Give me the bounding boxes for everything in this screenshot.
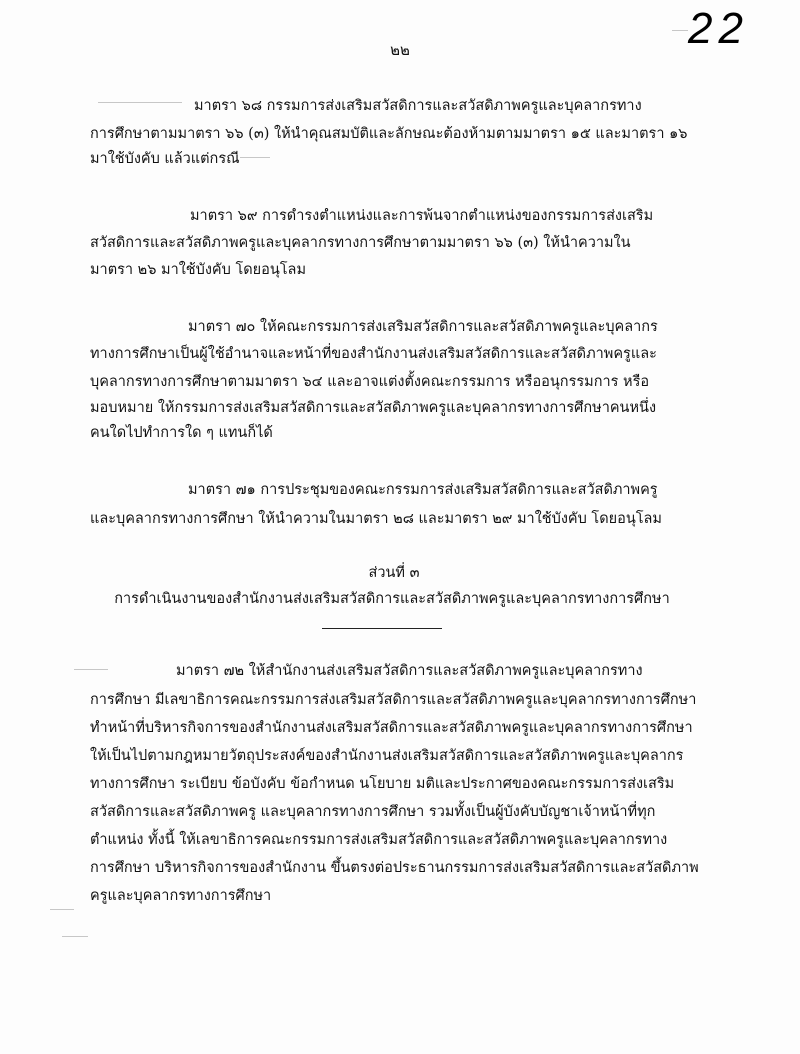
paragraph-line: มาใช้บังคับ แล้วแต่กรณี bbox=[90, 151, 240, 167]
paragraph-line: มาตรา ๖๘ กรรมการส่งเสริมสวัสดิการและสวัสดิภาพครูและบุคลากรทาง bbox=[194, 98, 642, 114]
paragraph-line: ตำแหน่ง ทั้งนี้ ให้เลขาธิการคณะกรรมการส่งเสริมสวัสดิการและสวัสดิภาพครูและบุคลากรทาง bbox=[90, 832, 668, 848]
section-divider bbox=[322, 628, 442, 629]
scan-noise bbox=[672, 30, 688, 31]
page-number: ๒๒ bbox=[390, 41, 410, 59]
paragraph-line: มาตรา ๖๙ การดำรงตำแหน่งและการพ้นจากตำแหน่งของกรรมการส่งเสริม bbox=[190, 208, 654, 224]
paragraph-line: การศึกษา บริหารกิจการของสำนักงาน ขึ้นตรงต่อประธานกรรมการส่งเสริมสวัสดิการและสวัสดิภาพ bbox=[90, 860, 699, 876]
paragraph-line: การศึกษาตามมาตรา ๖๖ (๓) ให้นำคุณสมบัติและลักษณะต้องห้ามตามมาตรา ๑๕ และมาตรา ๑๖ bbox=[90, 126, 688, 142]
paragraph-line: ทางการศึกษา ระเบียบ ข้อบังคับ ข้อกำหนด นโยบาย มติและประกาศของคณะกรรมการส่งเสริม bbox=[90, 776, 675, 792]
handwritten-page-number: 22 bbox=[688, 4, 749, 53]
paragraph-line: คนใดไปทำการใด ๆ แทนก็ได้ bbox=[90, 425, 273, 441]
scan-noise bbox=[50, 909, 74, 910]
paragraph-line: มาตรา ๗๒ ให้สำนักงานส่งเสริมสวัสดิการและสวัสดิภาพครูและบุคลากรทาง bbox=[176, 663, 643, 679]
paragraph-line: มาตรา ๗๑ การประชุมของคณะกรรมการส่งเสริมสวัสดิการและสวัสดิภาพครู bbox=[188, 482, 658, 498]
scan-noise bbox=[98, 102, 182, 103]
paragraph-line: สวัสดิการและสวัสดิภาพครูและบุคลากรทางการศึกษาตามมาตรา ๖๖ (๓) ให้นำความใน bbox=[90, 235, 631, 251]
scan-noise bbox=[62, 936, 88, 937]
paragraph-line: ทำหน้าที่บริหารกิจการของสำนักงานส่งเสริมสวัสดิการและสวัสดิภาพครูและบุคลากรทางการศึกษา bbox=[90, 720, 693, 736]
scan-noise bbox=[240, 157, 270, 158]
part-heading: ส่วนที่ ๓ bbox=[368, 565, 420, 581]
paragraph-line: และบุคลากรทางการศึกษา ให้นำความในมาตรา ๒๘ และมาตรา ๒๙ มาใช้บังคับ โดยอนุโลม bbox=[90, 511, 662, 527]
paragraph-line: มาตรา ๗๐ ให้คณะกรรมการส่งเสริมสวัสดิการและสวัสดิภาพครูและบุคลากร bbox=[188, 319, 658, 335]
paragraph-line: สวัสดิการและสวัสดิภาพครู และบุคลากรทางการศึกษา รวมทั้งเป็นผู้บังคับบัญชาเจ้าหน้าที่ทุก bbox=[90, 804, 656, 820]
part-title: การดำเนินงานของสำนักงานส่งเสริมสวัสดิการและสวัสดิภาพครูและบุคลากรทางการศึกษา bbox=[114, 591, 670, 607]
paragraph-line: ให้เป็นไปตามกฎหมายวัตถุประสงค์ของสำนักงานส่งเสริมสวัสดิการและสวัสดิภาพครูและบุคลากร bbox=[90, 748, 684, 764]
paragraph-line: มอบหมาย ให้กรรมการส่งเสริมสวัสดิการและสวัสดิภาพครูและบุคลากรทางการศึกษาคนหนึ่ง bbox=[90, 400, 657, 416]
paragraph-line: บุคลากรทางการศึกษาตามมาตรา ๖๔ และอาจแต่งตั้งคณะกรรมการ หรืออนุกรรมการ หรือ bbox=[90, 374, 650, 390]
paragraph-line: ทางการศึกษาเป็นผู้ใช้อำนาจและหน้าที่ของสำนักงานส่งเสริมสวัสดิการและสวัสดิภาพครูและ bbox=[90, 346, 657, 362]
paragraph-line: การศึกษา มีเลขาธิการคณะกรรมการส่งเสริมสวัสดิการและสวัสดิภาพครูและบุคลากรทางการศึกษา bbox=[90, 692, 697, 708]
scan-noise bbox=[74, 669, 108, 670]
paragraph-line: มาตรา ๒๖ มาใช้บังคับ โดยอนุโลม bbox=[90, 262, 306, 278]
paragraph-line: ครูและบุคลากรทางการศึกษา bbox=[90, 888, 272, 904]
